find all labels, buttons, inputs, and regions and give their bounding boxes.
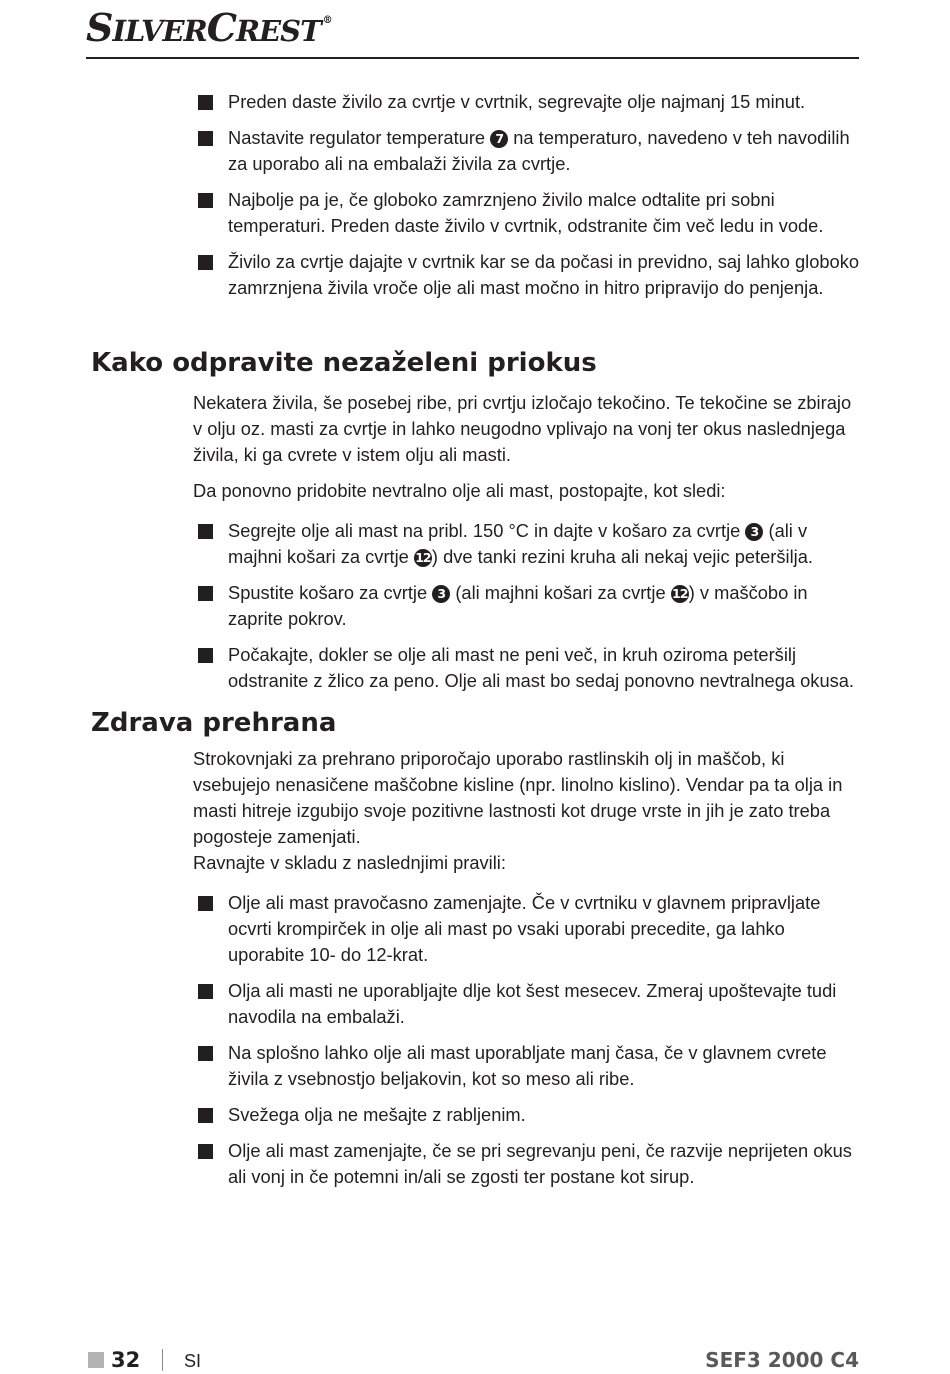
- bullet-square-icon: [198, 193, 213, 208]
- header-rule: [86, 57, 859, 59]
- bullet-square-icon: [198, 1144, 213, 1159]
- list-item: Spustite košaro za cvrtje 3 (ali majhni košari za cvrtje 12) v maščobo in zaprite pokrov.: [198, 580, 863, 632]
- list-item: Olja ali masti ne uporabljajte dlje kot šest mesecev. Zmeraj upoštevajte tudi navodila na embalaži.: [198, 978, 863, 1030]
- footer-divider: [162, 1349, 163, 1371]
- bullet-list-preparation: [198, 89, 863, 311]
- part-reference-badge: 12: [672, 586, 688, 601]
- list-item: Preden daste živilo za cvrtje v cvrtnik, segrevajte olje najmanj 15 minut.: [198, 89, 863, 115]
- list-item: Na splošno lahko olje ali mast uporabljate manj časa, če v glavnem cvrete živila z vsebnostjo beljakovin, kot so meso ali ribe.: [198, 1040, 863, 1092]
- bullet-list-neutralize: [198, 518, 863, 704]
- bullet-square-icon: [198, 131, 213, 146]
- bullet-square-icon: [198, 95, 213, 110]
- bullet-square-icon: [198, 984, 213, 999]
- part-reference-badge: 3: [745, 523, 763, 541]
- paragraph: Ravnajte v skladu z naslednjimi pravili:: [193, 852, 506, 873]
- section-heading: Zdrava prehrana: [91, 708, 337, 738]
- bullet-square-icon: [198, 1046, 213, 1061]
- list-item: Olje ali mast zamenjajte, če se pri segrevanju peni, če razvije neprijeten okus ali vonj in če potemni in/ali se zgosti ter postane kot sirup.: [198, 1138, 863, 1190]
- part-reference-badge: 3: [432, 585, 450, 603]
- page-number: 32: [111, 1348, 141, 1372]
- bullet-square-icon: [198, 255, 213, 270]
- paragraph: Nekatera živila, še posebej ribe, pri cvrtju izločajo tekočino. Te tekočine se zbirajo v olju oz. masti za cvrtje in lahko neugodno vplivajo na vonj ter okus naslednjega živila, ki ga cvrete v istem olju ali masti.: [193, 392, 852, 465]
- bullet-list-health-rules: [198, 890, 863, 1200]
- list-item: Počakajte, dokler se olje ali mast ne peni več, in kruh oziroma peteršilj odstranite z žlico za peno. Olje ali mast bo sedaj ponovno nevtralnega okusa.: [198, 642, 863, 694]
- bullet-square-icon: [198, 586, 213, 601]
- section-heading: Kako odpravite nezaželeni priokus: [91, 348, 597, 378]
- list-item: Najbolje pa je, če globoko zamrznjeno živilo malce odtalite pri sobni temperaturi. Preden daste živilo v cvrtnik, odstranite čim več ledu in vode.: [198, 187, 863, 239]
- part-reference-badge: 12: [415, 550, 431, 565]
- list-item: Segrejte olje ali mast na pribl. 150 °C in dajte v košaro za cvrtje 3 (ali v majhni košari za cvrtje 12) dve tanki rezini kruha ali nekaj vejic peteršilja.: [198, 518, 863, 570]
- footer-square-icon: [88, 1352, 104, 1368]
- model-number: SEF3 2000 C4: [705, 1348, 859, 1372]
- list-item: Olje ali mast pravočasno zamenjajte. Če v cvrtniku v glavnem pripravljate ocvrti krompirček in olje ali mast po vsaki uporabi precedite, ga lahko uporabite 10- do 12-krat.: [198, 890, 863, 968]
- list-item: Nastavite regulator temperature 7 na temperaturo, navedeno v teh navodilih za uporabo ali na embalaži živila za cvrtje.: [198, 125, 863, 177]
- paragraph: Strokovnjaki za prehrano priporočajo uporabo rastlinskih olj in maščob, ki vsebujejo nenasičene maščobne kisline (npr. linolno kislino). Vendar pa ta olja in masti hitreje izgubijo svoje pozitivne lastnosti kot druge vrste in jih je zato treba pogosteje zamenjati.: [193, 748, 843, 847]
- language-code: SI: [184, 1351, 202, 1371]
- list-item: Živilo za cvrtje dajajte v cvrtnik kar se da počasi in previdno, saj lahko globoko zamrznjena živila vroče olje ali mast močno in hitro pripravijo do penjenja.: [198, 249, 863, 301]
- list-item: Svežega olja ne mešajte z rabljenim.: [198, 1102, 863, 1128]
- brand-logo: SILVERCREST ®: [86, 5, 332, 50]
- bullet-square-icon: [198, 1108, 213, 1123]
- part-reference-badge: 7: [490, 130, 508, 148]
- bullet-square-icon: [198, 896, 213, 911]
- bullet-square-icon: [198, 524, 213, 539]
- paragraph: Da ponovno pridobite nevtralno olje ali mast, postopajte, kot sledi:: [193, 480, 726, 501]
- bullet-square-icon: [198, 648, 213, 663]
